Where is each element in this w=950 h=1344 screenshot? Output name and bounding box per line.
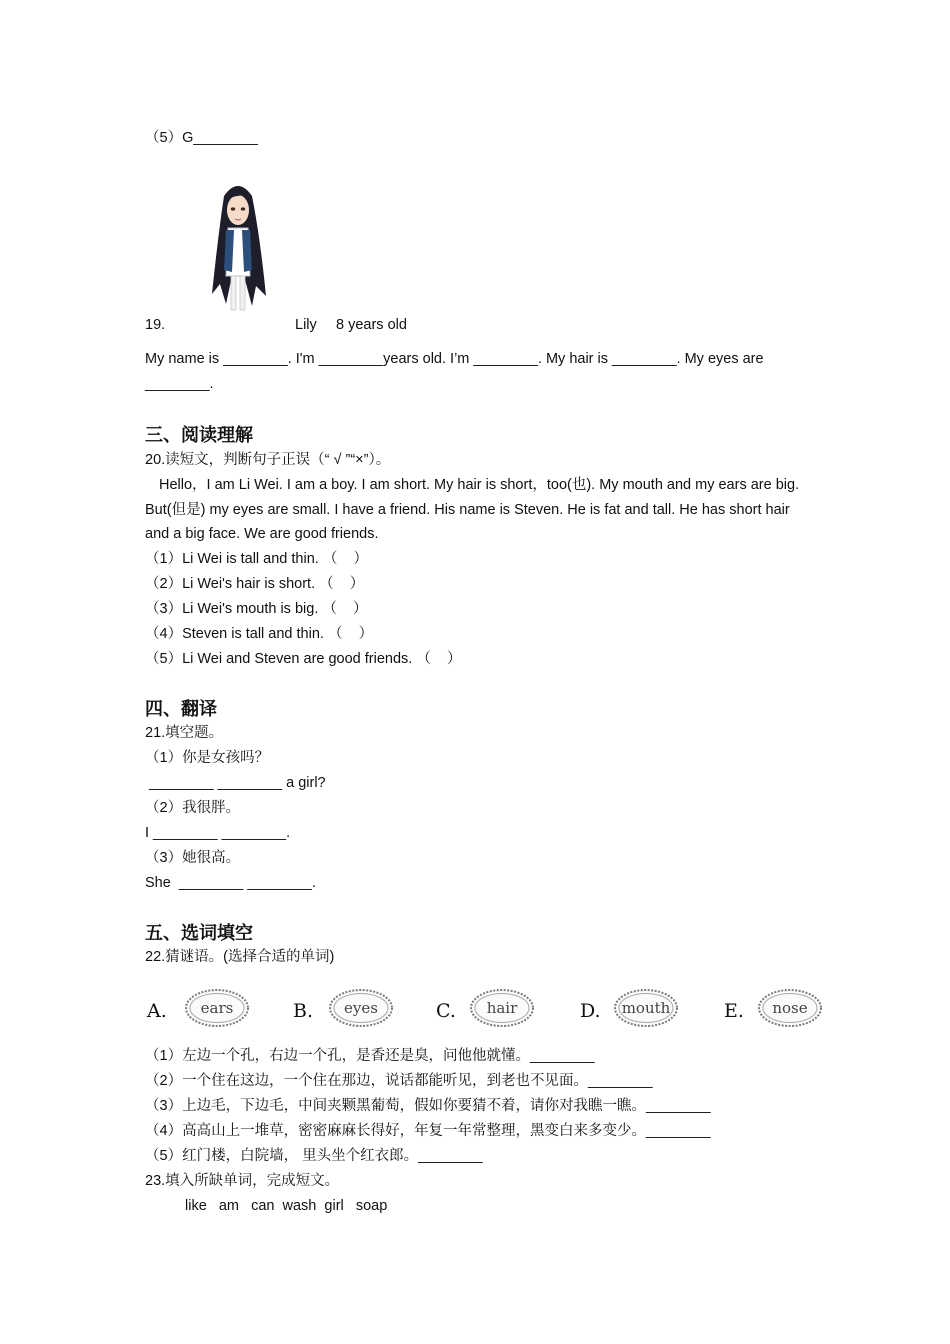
q19-number: 19. bbox=[145, 317, 166, 333]
q21-line-5: （3）她很高。 bbox=[145, 850, 241, 866]
option-b-badge bbox=[327, 986, 395, 1030]
option-a-badge bbox=[183, 986, 251, 1030]
q20-item-4: （4）Steven is tall and thin. （ ） bbox=[145, 626, 374, 642]
option-c-letter: C. bbox=[436, 1000, 456, 1022]
q20-item-2: （2）Li Wei's hair is short. （ ） bbox=[145, 576, 365, 592]
q22-options bbox=[145, 986, 835, 1030]
option-e-badge bbox=[756, 986, 824, 1030]
q22-title: 22.猜谜语。(选择合适的单词) bbox=[145, 949, 335, 965]
section3-heading: 三、阅读理解 bbox=[145, 425, 253, 445]
option-a-word: ears bbox=[200, 999, 234, 1017]
option-e-letter: E. bbox=[724, 1000, 744, 1022]
q19-sentence: My name is ________. I'm ________years old. I’m ________. My hair is ________. My eyes are ________. bbox=[145, 351, 764, 392]
girl-illustration-icon bbox=[204, 176, 272, 314]
q22-riddle-4: （4）高高山上一堆草，密密麻麻长得好，年复一年常整理，黑变白来多变少。________ bbox=[145, 1123, 711, 1139]
q21-line-1: （1）你是女孩吗？ bbox=[145, 750, 270, 766]
q21-line-4: I ________ ________. bbox=[145, 825, 291, 841]
option-a-letter: A. bbox=[147, 1000, 167, 1022]
q22-riddle-3: （3）上边毛，下边毛，中间夹颗黑葡萄，假如你要猜不着，请你对我瞧一瞧。________ bbox=[145, 1098, 711, 1114]
q19-age-label: 8 years old bbox=[336, 317, 407, 333]
section5-heading: 五、选词填空 bbox=[145, 923, 253, 943]
q22-riddle-1: （1）左边一个孔，右边一个孔，是香还是臭，问他他就懂。________ bbox=[145, 1048, 595, 1064]
q21-title: 21.填空题。 bbox=[145, 725, 224, 741]
q18-item-5: （5）G________ bbox=[145, 130, 258, 146]
q22-riddle-2: （2）一个住在这边，一个住在那边，说话都能听见，到老也不见面。________ bbox=[145, 1073, 653, 1089]
q21-line-3: （2）我很胖。 bbox=[145, 800, 241, 816]
q19-name-label: Lily bbox=[295, 317, 317, 333]
option-b-letter: B. bbox=[293, 1000, 314, 1022]
q20-item-1: （1）Li Wei is tall and thin. （ ） bbox=[145, 551, 368, 567]
q23-title: 23.填入所缺单词，完成短文。 bbox=[145, 1173, 340, 1189]
option-c-word: hair bbox=[486, 999, 518, 1017]
q20-title: 20.读短文，判断句子正误（“ √ ”“×”）。 bbox=[145, 452, 391, 468]
option-d-letter: D. bbox=[580, 1000, 601, 1022]
option-e-word: nose bbox=[772, 999, 808, 1017]
q20-item-3: （3）Li Wei's mouth is big. （ ） bbox=[145, 601, 368, 617]
q22-riddle-5: （5）红门楼，白院墙， 里头坐个红衣郎。________ bbox=[145, 1148, 483, 1164]
q20-passage: Hello，I am Li Wei. I am a boy. I am short. My hair is short，too(也). My mouth and my ears are big. But(但是) my eyes are small. I have a friend. His name is Steven. He is fat and tall. He has short hair and a big face. We are good friends. bbox=[145, 477, 800, 542]
option-b-word: eyes bbox=[344, 999, 378, 1017]
q20-item-5: （5）Li Wei and Steven are good friends. （ ） bbox=[145, 651, 462, 667]
q21-line-2: ________ ________ a girl? bbox=[145, 775, 326, 791]
option-c-badge bbox=[468, 986, 536, 1030]
q23-word-bank: like am can wash girl soap bbox=[185, 1198, 388, 1214]
option-d-badge bbox=[612, 986, 680, 1030]
section4-heading: 四、翻译 bbox=[145, 699, 217, 719]
q21-line-6: She ________ ________. bbox=[145, 875, 316, 891]
option-d-word: mouth bbox=[621, 999, 671, 1017]
